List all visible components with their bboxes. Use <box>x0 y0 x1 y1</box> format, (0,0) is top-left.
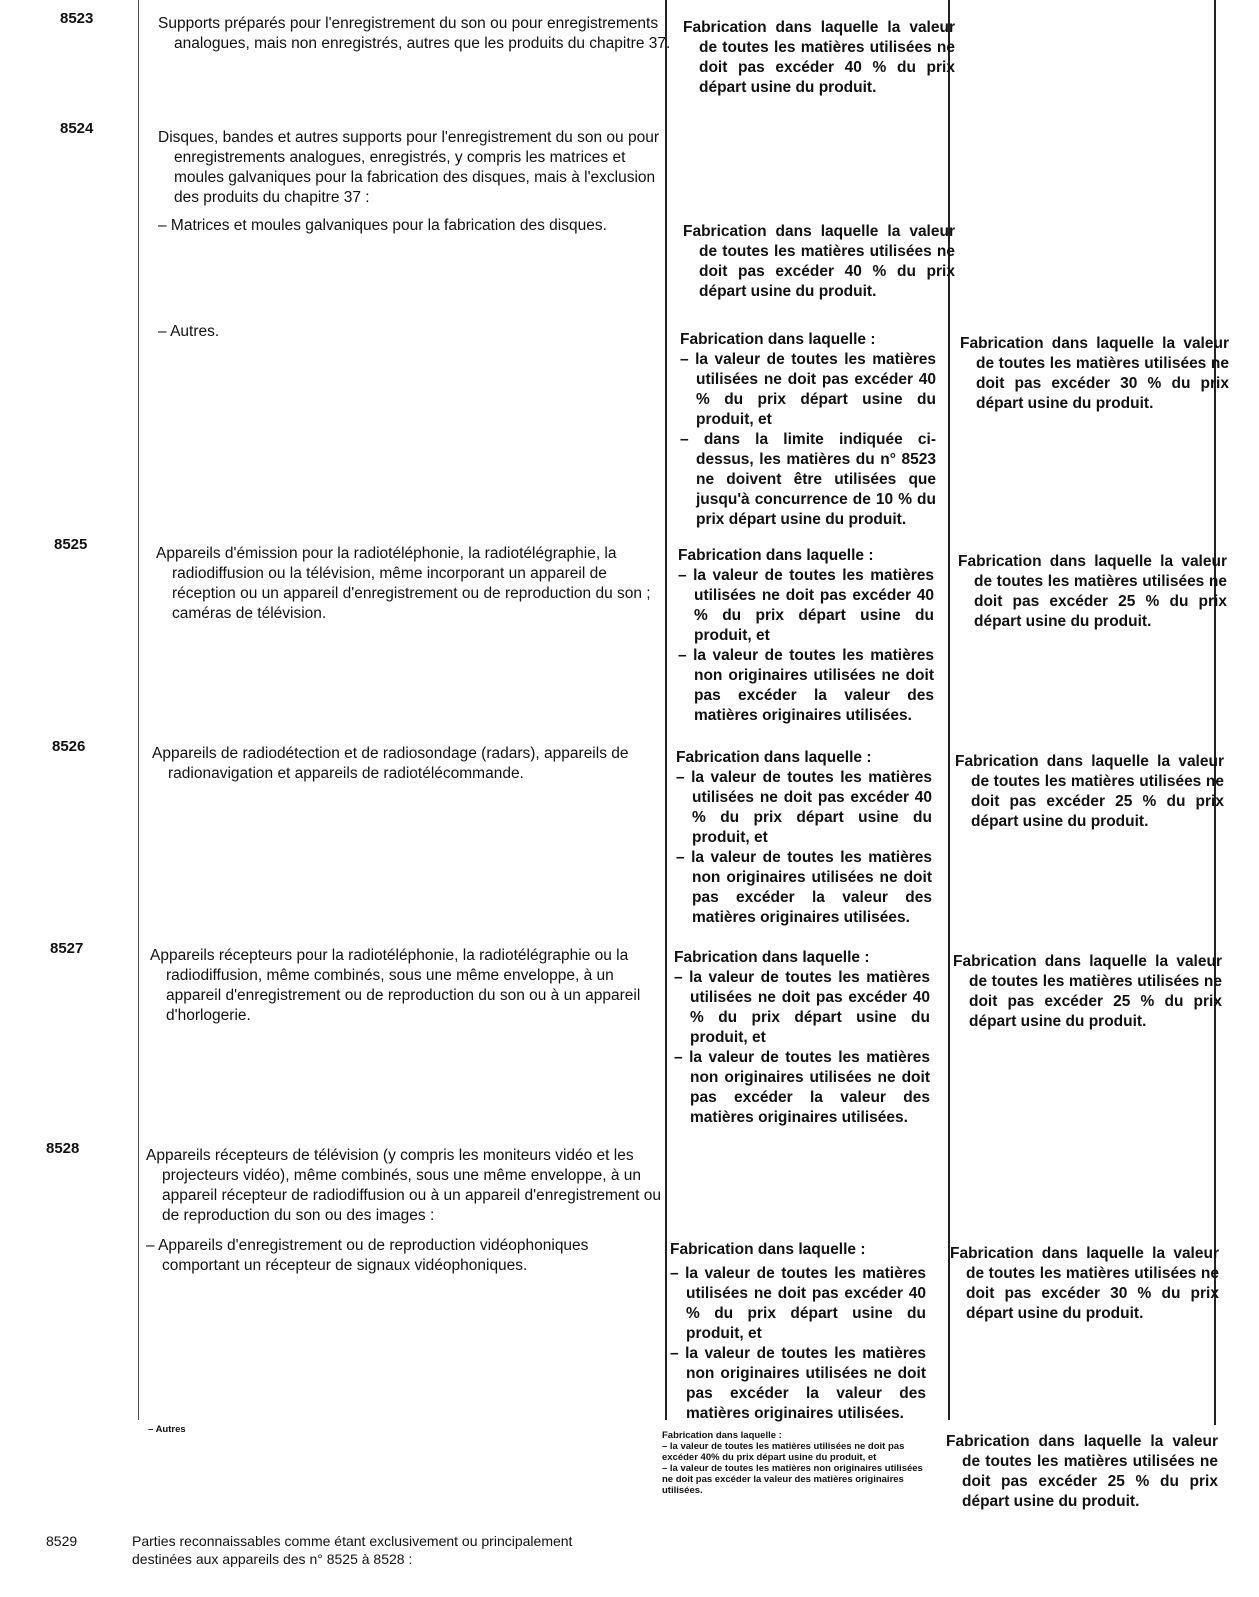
column-rule-2 <box>665 0 667 1420</box>
rule-condition: – la valeur de toutes les matières utilisées ne doit pas excéder 40% du prix départ usine du produit, et <box>662 1441 905 1463</box>
subheading-8528-autres: – Autres <box>148 1424 186 1435</box>
code-8529: 8529 <box>46 1533 78 1549</box>
rule-condition: – la valeur de toutes les matières non originaires utilisées ne doit pas excéder la valeur des matières originaires utilisées. <box>662 1463 923 1496</box>
column-rule-3 <box>948 0 950 1420</box>
rule-b-8528-autres: Fabrication dans laquelle la valeur de toutes les matières utilisées ne doit pas excéder 25 % du prix départ usine du produit. <box>946 1433 1218 1510</box>
rule-a-8526 <box>676 748 932 928</box>
rule-intro: Fabrication dans laquelle : <box>670 1241 866 1258</box>
rule-a-8527 <box>674 948 930 1128</box>
rule-condition: – la valeur de toutes les matières utilisées ne doit pas excéder 40 % du prix départ usine du produit, et <box>670 1265 926 1342</box>
rule-b-8524-autres: Fabrication dans laquelle la valeur de toutes les matières utilisées ne doit pas excéder 30 % du prix départ usine du produit. <box>960 335 1229 412</box>
code-8525: 8525 <box>54 536 88 553</box>
rule-intro: Fabrication dans laquelle : <box>662 1430 782 1441</box>
rule-condition: – la valeur de toutes les matières non originaires utilisées ne doit pas excéder la valeur des matières originaires utilisées. <box>676 849 932 926</box>
rule-condition: – la valeur de toutes les matières non originaires utilisées ne doit pas excéder la valeur des matières originaires utilisées. <box>674 1049 930 1126</box>
code-8528: 8528 <box>46 1140 80 1157</box>
rule-intro: Fabrication dans laquelle : <box>680 331 876 348</box>
description-8525: Appareils d'émission pour la radiotéléphonie, la radiotélégraphie, la radiodiffusion ou la télévision, même incorporant un appareil de réception ou un appareil d'enregistrement ou de reproduction du son ; caméras de télévision. <box>156 545 651 622</box>
rule-b-8526: Fabrication dans laquelle la valeur de toutes les matières utilisées ne doit pas excéder 25 % du prix départ usine du produit. <box>955 753 1224 830</box>
rule-b-8528-video: Fabrication dans laquelle la valeur de toutes les matières utilisées ne doit pas excéder 30 % du prix départ usine du produit. <box>950 1245 1219 1322</box>
rule-a-8524-matrices: Fabrication dans laquelle la valeur de toutes les matières utilisées ne doit pas excéder 40 % du prix départ usine du produit. <box>683 223 955 300</box>
description-8527: Appareils récepteurs pour la radiotéléphonie, la radiotélégraphie ou la radiodiffusion, même combinés, sous une même enveloppe, à un appareil d'enregistrement ou de reproduction du son ou à un appareil d'horlogerie. <box>150 947 641 1024</box>
column-rule-1 <box>138 0 139 1420</box>
subheading-8524-matrices: – Matrices et moules galvaniques pour la fabrication des disques. <box>158 217 607 234</box>
description-8528: Appareils récepteurs de télévision (y compris les moniteurs vidéo et les projecteurs vidéo), même combinés, sous une même enveloppe, à un appareil récepteur de radiodiffusion ou à un appareil d'enregistrement ou de reproduction du son ou des images : <box>146 1147 662 1224</box>
subheading-8528-video: – Appareils d'enregistrement ou de reproduction vidéophoniques comportant un récepteur de signaux vidéophoniques. <box>146 1237 589 1274</box>
rule-intro: Fabrication dans laquelle : <box>676 749 872 766</box>
rule-condition: – la valeur de toutes les matières non originaires utilisées ne doit pas excéder la valeur des matières originaires utilisées. <box>678 647 934 724</box>
rule-b-8525: Fabrication dans laquelle la valeur de toutes les matières utilisées ne doit pas excéder 25 % du prix départ usine du produit. <box>958 553 1227 630</box>
rule-condition: – dans la limite indiquée ci-dessus, les matières du n° 8523 ne doivent être utilisées que jusqu'à concurrence de 10 % du prix départ usine du produit. <box>680 431 936 528</box>
rule-a-8525 <box>678 546 934 726</box>
code-8523: 8523 <box>60 10 94 27</box>
rule-a-8524-autres <box>680 330 936 530</box>
description-8529: Parties reconnaissables comme étant exclusivement ou principalement destinées aux appareils des n° 8525 à 8528 : <box>132 1533 573 1567</box>
rule-intro: Fabrication dans laquelle : <box>674 949 870 966</box>
rule-a-8528-video <box>670 1240 926 1424</box>
rule-a-8523: Fabrication dans laquelle la valeur de toutes les matières utilisées ne doit pas excéder 40 % du prix départ usine du produit. <box>683 19 955 96</box>
rule-condition: – la valeur de toutes les matières utilisées ne doit pas excéder 40 % du prix départ usine du produit, et <box>676 769 932 846</box>
code-8526: 8526 <box>52 738 86 755</box>
rule-condition: – la valeur de toutes les matières non originaires utilisées ne doit pas excéder la valeur des matières originaires utilisées. <box>670 1345 926 1422</box>
rule-a-8528-autres <box>662 1430 932 1496</box>
column-rule-4 <box>1214 0 1216 1425</box>
rule-b-8527: Fabrication dans laquelle la valeur de toutes les matières utilisées ne doit pas excéder 25 % du prix départ usine du produit. <box>953 953 1222 1030</box>
description-8523: Supports préparés pour l'enregistrement du son ou pour enregistrements analogues, mais non enregistrés, autres que les produits du chapitre 37. <box>158 15 671 52</box>
rule-intro: Fabrication dans laquelle : <box>678 547 874 564</box>
rule-condition: – la valeur de toutes les matières utilisées ne doit pas excéder 40 % du prix départ usine du produit, et <box>674 969 930 1046</box>
subheading-8524-autres: – Autres. <box>158 323 220 340</box>
description-8526: Appareils de radiodétection et de radiosondage (radars), appareils de radionavigation et appareils de radiotélécommande. <box>152 745 629 782</box>
code-8527: 8527 <box>50 940 84 957</box>
rule-condition: – la valeur de toutes les matières utilisées ne doit pas excéder 40 % du prix départ usine du produit, et <box>680 351 936 428</box>
description-8524: Disques, bandes et autres supports pour l'enregistrement du son ou pour enregistrements analogues, enregistrés, y compris les matrices et moules galvaniques pour la fabrication des disques, mais à l'exclusion des produits du chapitre 37 : <box>158 129 659 206</box>
code-8524: 8524 <box>60 120 94 137</box>
rule-condition: – la valeur de toutes les matières utilisées ne doit pas excéder 40 % du prix départ usine du produit, et <box>678 567 934 644</box>
